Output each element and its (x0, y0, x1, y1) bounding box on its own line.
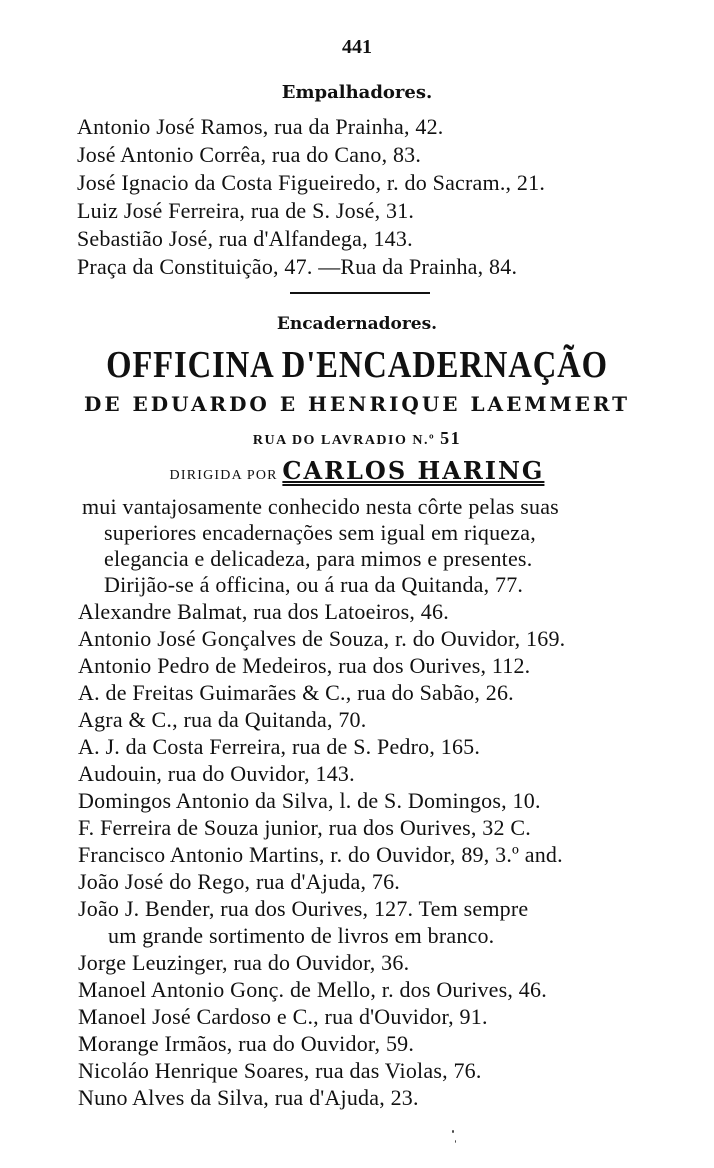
ad-address-prefix: RUA DO LAVRADIO N.º (252, 433, 436, 448)
entry-empalhador-5: Sebastião José, rua d'Alfandega, 143. (77, 226, 413, 251)
ad-subtitle: DE EDUARDO E HENRIQUE LAEMMERT (83, 392, 630, 416)
ad-address (0, 428, 714, 449)
section-divider (290, 292, 430, 294)
ad-title: OFFICINA D'ENCADERNAÇÃO (106, 344, 608, 386)
print-speck (455, 1140, 456, 1143)
entry-encadernador-12: João J. Bender, rua dos Ourives, 127. Tem sempre (78, 896, 529, 921)
entry-encadernador-8: Domingos Antonio da Silva, l. de S. Domingos, 10. (78, 788, 541, 813)
entry-encadernador-6: A. J. da Costa Ferreira, rua de S. Pedro, 165. (78, 734, 481, 759)
ad-directed-prefix: DIRIGIDA POR (169, 468, 278, 483)
print-speck (452, 1130, 454, 1133)
entry-encadernador-7: Audouin, rua do Ouvidor, 143. (78, 761, 355, 786)
ad-body-line-4: Dirijão-se á officina, ou á rua da Quitanda, 77. (104, 572, 524, 597)
entry-empalhador-3: José Ignacio da Costa Figueiredo, r. do Sacram., 21. (77, 170, 546, 195)
ad-body-line-2: superiores encadernações sem igual em riqueza, (104, 520, 536, 545)
entry-empalhador-4: Luiz José Ferreira, rua de S. José, 31. (77, 198, 415, 223)
ad-body-line-1: mui vantajosamente conhecido nesta côrte pelas suas (82, 494, 559, 519)
entry-encadernador-16: Morange Irmãos, rua do Ouvidor, 59. (78, 1031, 415, 1056)
ad-directed-name: CARLOS HARING (282, 456, 545, 485)
entry-encadernador-1: Alexandre Balmat, rua dos Latoeiros, 46. (78, 599, 449, 624)
entry-encadernador-17: Nicoláo Henrique Soares, rua das Violas, 76. (78, 1058, 482, 1083)
ad-directed-by (0, 456, 714, 485)
entry-encadernador-10: Francisco Antonio Martins, r. do Ouvidor, 89, 3.º and. (78, 842, 563, 867)
ad-body-line-3: elegancia e delicadeza, para mimos e presentes. (104, 546, 533, 571)
entry-encadernador-12-cont: um grande sortimento de livros em branco. (108, 923, 495, 948)
section-title-encadernadores: Encadernadores. (276, 314, 438, 334)
entry-encadernador-18: Nuno Alves da Silva, rua d'Ajuda, 23. (78, 1085, 419, 1110)
entry-encadernador-14: Manoel Antonio Gonç. de Mello, r. dos Ourives, 46. (78, 977, 547, 1002)
entry-empalhador-6: Praça da Constituição, 47. —Rua da Prainha, 84. (77, 254, 518, 279)
page-number: 441 (342, 36, 372, 58)
entry-encadernador-3: Antonio Pedro de Medeiros, rua dos Ourives, 112. (78, 653, 531, 678)
ad-address-number: 51 (440, 428, 462, 448)
entry-encadernador-15: Manoel José Cardoso e C., rua d'Ouvidor, 91. (78, 1004, 488, 1029)
entry-encadernador-13: Jorge Leuzinger, rua do Ouvidor, 36. (78, 950, 410, 975)
entry-empalhador-1: Antonio José Ramos, rua da Prainha, 42. (77, 114, 444, 139)
entry-encadernador-2: Antonio José Gonçalves de Souza, r. do Ouvidor, 169. (78, 626, 566, 651)
entry-encadernador-4: A. de Freitas Guimarães & C., rua do Sabão, 26. (78, 680, 514, 705)
section-title-empalhadores: Empalhadores. (281, 82, 433, 103)
entry-encadernador-11: João José do Rego, rua d'Ajuda, 76. (78, 869, 400, 894)
entry-empalhador-2: José Antonio Corrêa, rua do Cano, 83. (77, 142, 422, 167)
entry-encadernador-5: Agra & C., rua da Quitanda, 70. (78, 707, 367, 732)
entry-encadernador-9: F. Ferreira de Souza junior, rua dos Ourives, 32 C. (78, 815, 531, 840)
